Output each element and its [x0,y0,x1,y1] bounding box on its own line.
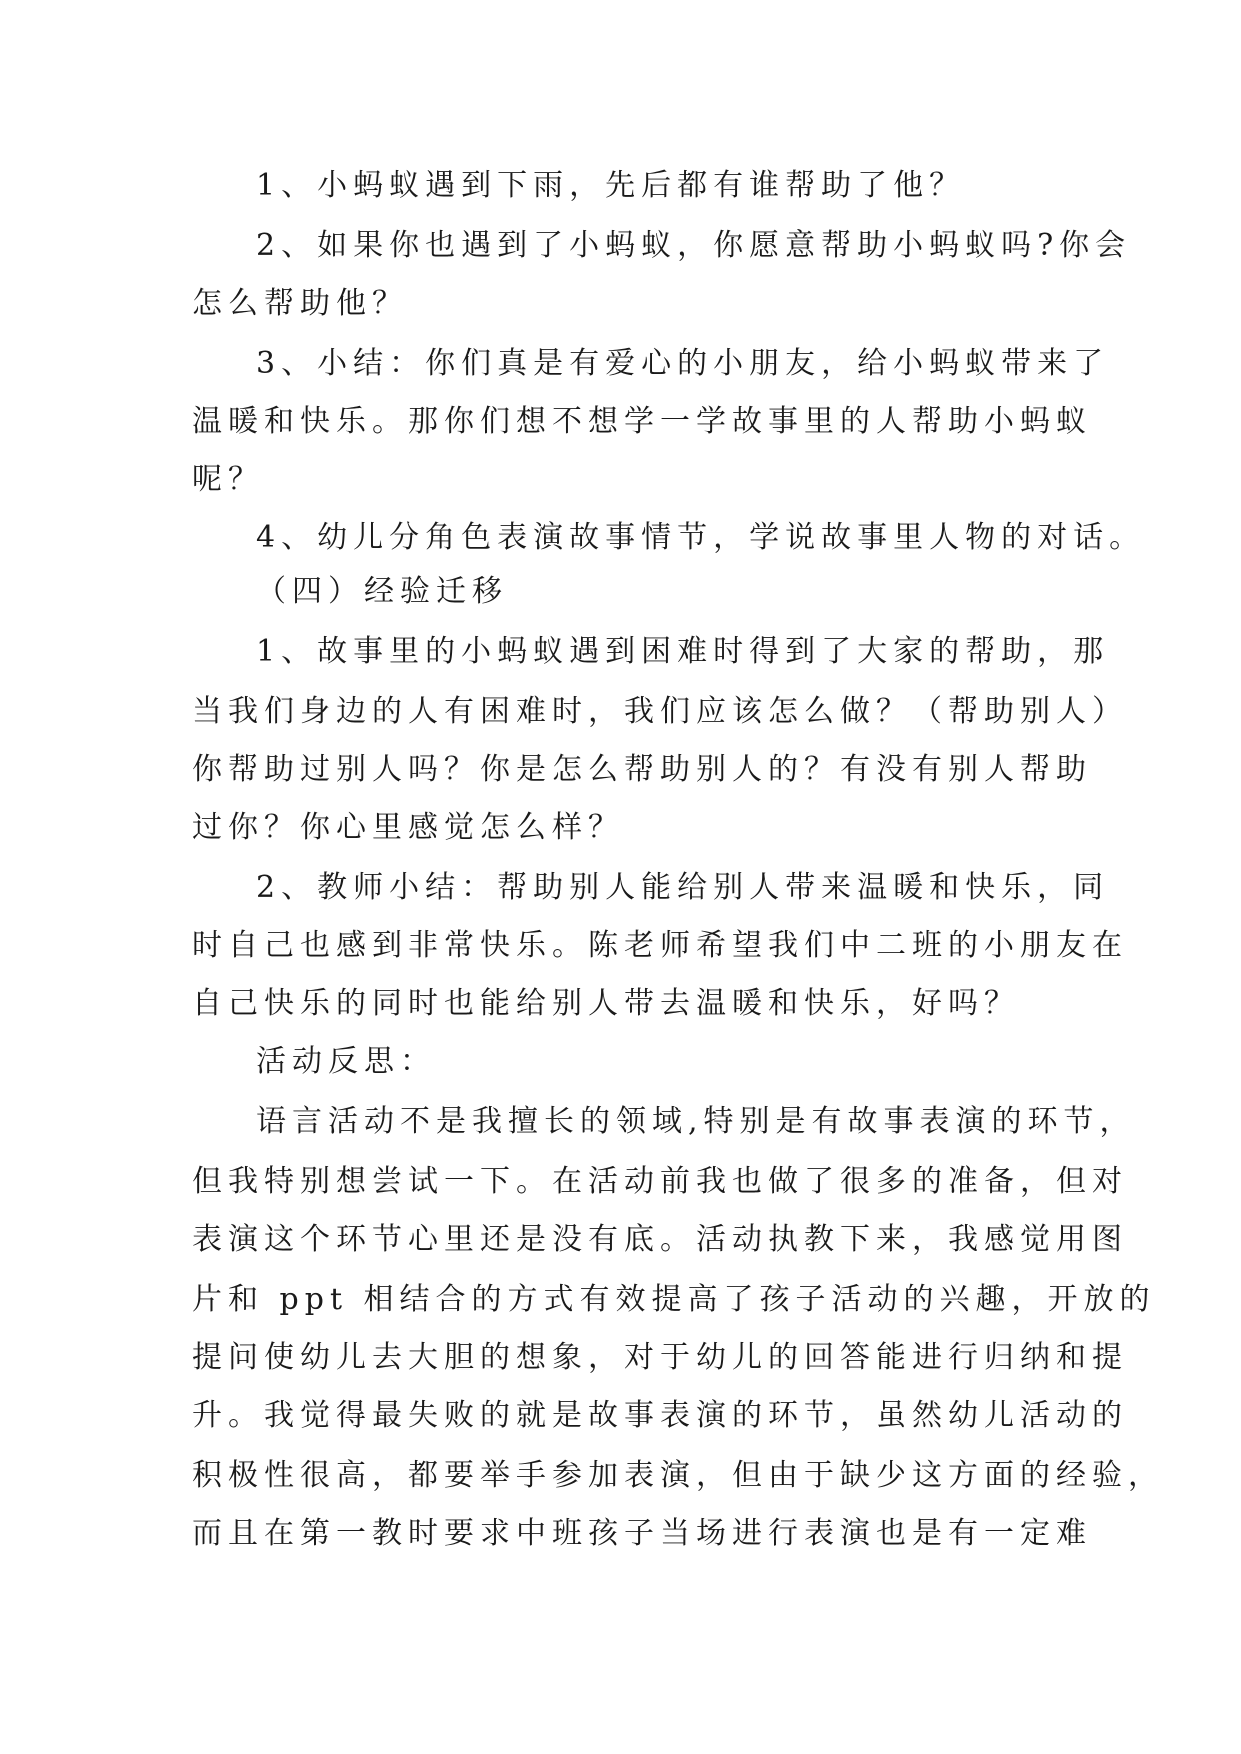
text-line: 语言活动不是我擅长的领域,特别是有故事表演的环节， [256,1104,1136,1139]
text-line: 表演这个环节心里还是没有底。活动执教下来，我感觉用图 [192,1222,1128,1257]
text-line: 1、故事里的小蚂蚁遇到困难时得到了大家的帮助，那 [256,634,1110,669]
section-heading: （四）经验迁移 [256,574,508,609]
text-line: 提问使幼儿去大胆的想象，对于幼儿的回答能进行归纳和提 [192,1340,1128,1375]
text-line: 1、小蚂蚁遇到下雨，先后都有谁帮助了他？ [256,168,966,203]
text-line: 片和 ppt 相结合的方式有效提高了孩子活动的兴趣，开放的 [192,1282,1156,1317]
text-line: 但我特别想尝试一下。在活动前我也做了很多的准备，但对 [192,1164,1128,1199]
text-line: 积极性很高，都要举手参加表演，但由于缺少这方面的经验， [192,1458,1164,1493]
text-line: 2、教师小结：帮助别人能给别人带来温暖和快乐，同 [256,870,1110,905]
text-line: 过你？你心里感觉怎么样？ [192,810,624,845]
text-line: 3、小结：你们真是有爱心的小朋友，给小蚂蚁带来了 [256,346,1110,381]
text-line: 2、如果你也遇到了小蚂蚁，你愿意帮助小蚂蚁吗?你会 [256,228,1132,263]
text-line: 当我们身边的人有困难时，我们应该怎么做？（帮助别人） [192,694,1128,729]
text-line: 而且在第一教时要求中班孩子当场进行表演也是有一定难 [192,1516,1092,1551]
text-line: 时自己也感到非常快乐。陈老师希望我们中二班的小朋友在 [192,928,1128,963]
text-line: 4、幼儿分角色表演故事情节，学说故事里人物的对话。 [256,520,1146,555]
text-line: 呢？ [192,462,264,497]
text-line: 你帮助过别人吗？你是怎么帮助别人的？有没有别人帮助 [192,752,1092,787]
text-line: 温暖和快乐。那你们想不想学一学故事里的人帮助小蚂蚁 [192,404,1092,439]
text-line: 怎么帮助他？ [192,286,408,321]
text-line: 升。我觉得最失败的就是故事表演的环节，虽然幼儿活动的 [192,1398,1128,1433]
section-heading: 活动反思： [256,1044,436,1079]
text-line: 自己快乐的同时也能给别人带去温暖和快乐，好吗？ [192,986,1020,1021]
